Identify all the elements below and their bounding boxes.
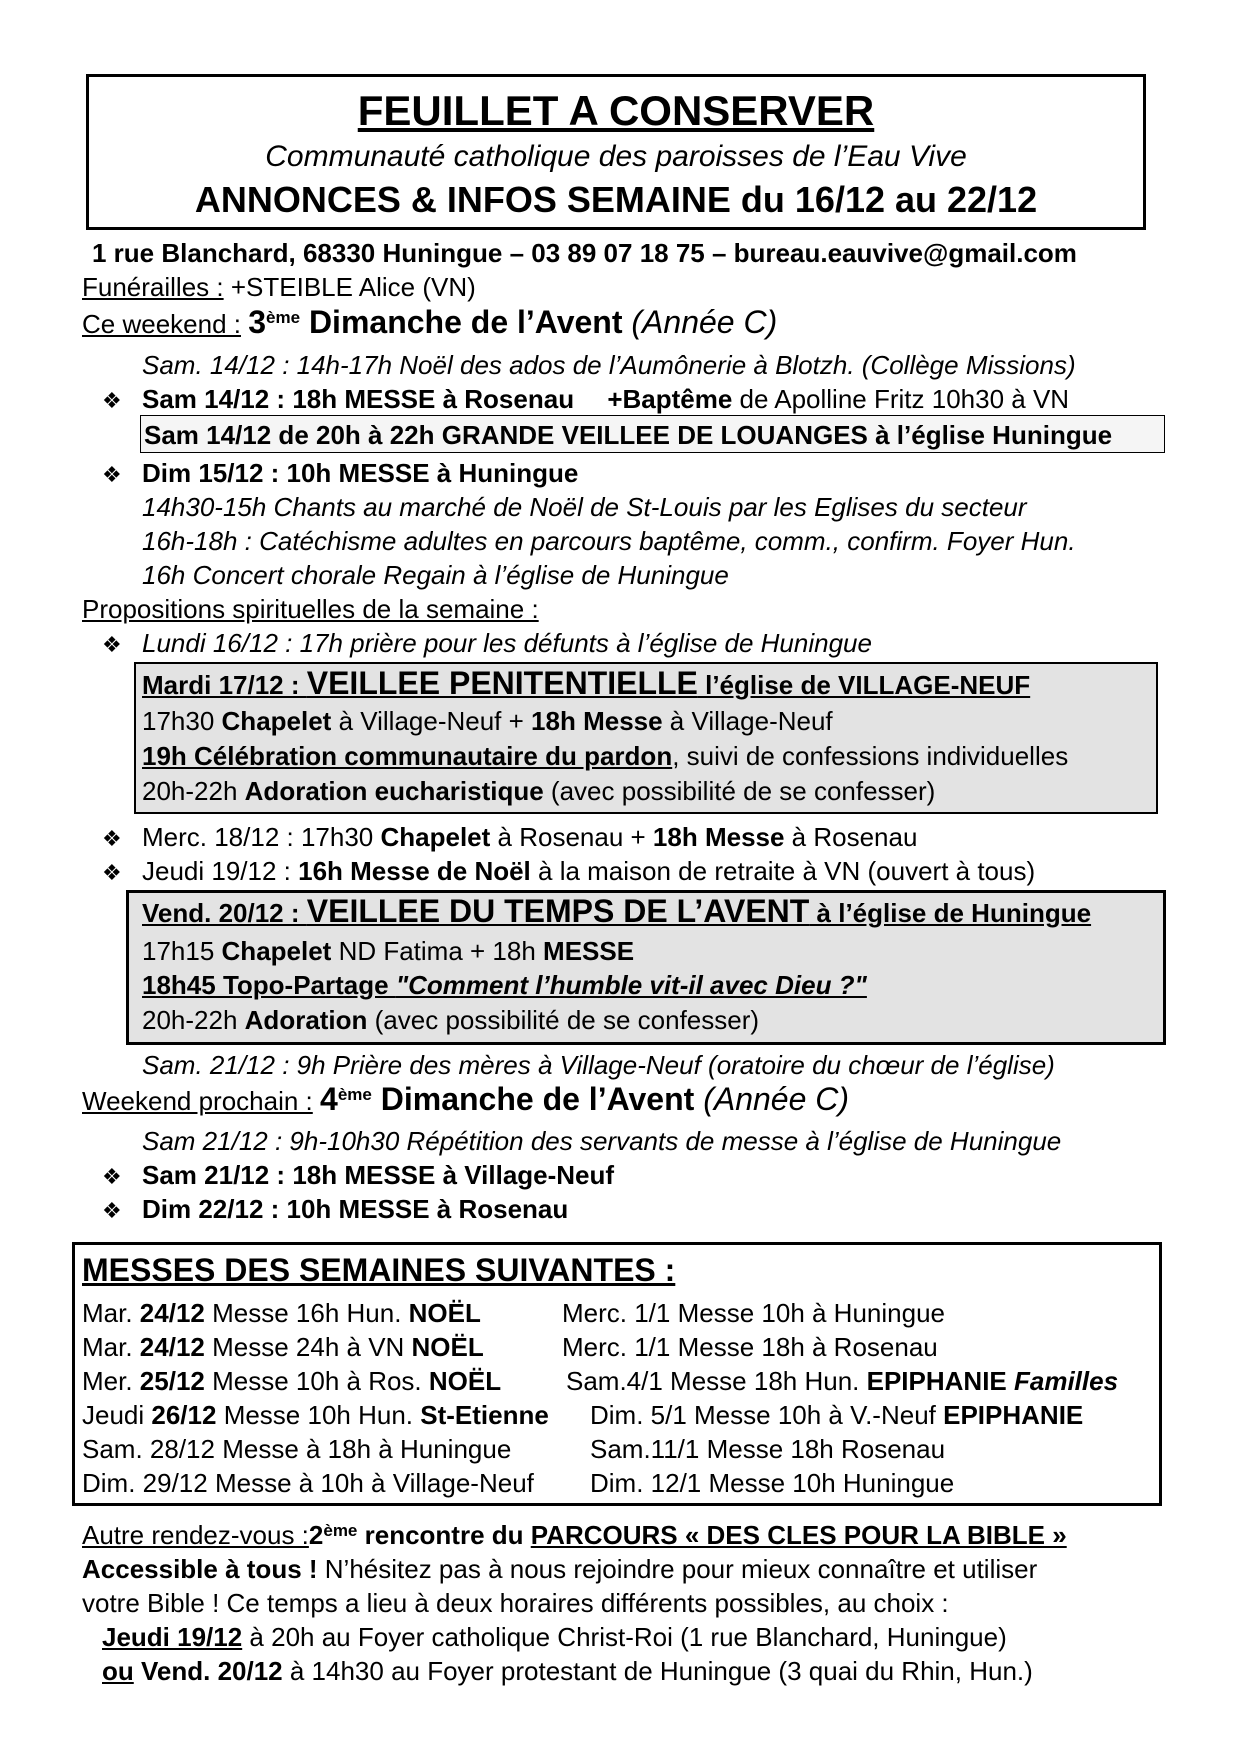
prochain-heading <box>82 1082 849 1118</box>
prochain-line-1: Sam 21/12 : 9h-10h30 Répétition des servants de messe à l’église de Huningue <box>142 1126 1062 1156</box>
bullet-icon: ❖ <box>102 1198 122 1223</box>
weekend-line-5: 14h30-15h Chants au marché de Noël de St-Louis par les Eglises du secteur <box>142 492 1027 522</box>
weekend-title: Dimanche de l’Avent <box>300 304 623 340</box>
messes-left-row: Jeudi 26/12 Messe 10h Hun. St-Etienne <box>82 1400 549 1430</box>
header-box <box>86 74 1146 230</box>
prochain-label: Weekend prochain : <box>82 1086 313 1116</box>
prochain-sup: ème <box>337 1085 372 1104</box>
week-heading: ANNONCES & INFOS SEMAINE du 16/12 au 22/12 <box>194 179 1038 220</box>
bullet-icon: ❖ <box>102 632 122 657</box>
messes-right-row: Dim. 5/1 Messe 10h à V.-Neuf EPIPHANIE <box>590 1400 1084 1430</box>
weekend-num: 3 <box>248 304 267 340</box>
bullet-icon: ❖ <box>102 462 122 487</box>
vend-line-3: 20h-22h Adoration (avec possibilité de se confesser) <box>142 1005 760 1035</box>
parcours-title: PARCOURS « DES CLES POUR LA BIBLE » <box>530 1520 1067 1550</box>
sam-line: Sam. 21/12 : 9h Prière des mères à Village-Neuf (oratoire du chœur de l’église) <box>142 1050 1055 1080</box>
mardi-date: Mardi 17/12 : <box>142 670 307 700</box>
messes-left-row: Mar. 24/12 Messe 16h Hun. NOËL <box>82 1298 481 1328</box>
messes-right-row: Merc. 1/1 Messe 10h à Huningue <box>562 1298 945 1328</box>
bullet-icon: ❖ <box>102 860 122 885</box>
vend-heading <box>142 894 1091 930</box>
propositions-label: Propositions spirituelles de la semaine : <box>82 594 539 624</box>
weekend-line-4: Dim 15/12 : 10h MESSE à Huningue <box>142 458 579 488</box>
bullet-icon: ❖ <box>102 826 122 851</box>
weekend-line-7: 16h Concert chorale Regain à l’église de Huningue <box>142 560 729 590</box>
messes-left-row: Mer. 25/12 Messe 10h à Ros. NOËL <box>82 1366 502 1396</box>
autre-label: Autre rendez-vous : <box>82 1520 309 1550</box>
messes-right-row: Merc. 1/1 Messe 18h à Rosenau <box>562 1332 938 1362</box>
autre-heading: Autre rendez-vous :2ème rencontre du PARCOURS « DES CLES POUR LA BIBLE » <box>82 1520 1067 1550</box>
mardi-place: l’église de VILLAGE-NEUF <box>697 670 1031 700</box>
mardi-line-3: 20h-22h Adoration eucharistique (avec possibilité de se confesser) <box>142 776 936 806</box>
prochain-line-2: Sam 21/12 : 18h MESSE à Village-Neuf <box>142 1160 615 1190</box>
weekend-label: Ce weekend : <box>82 309 241 339</box>
louanges-title: Sam 14/12 de 20h à 22h GRANDE VEILLEE DE LOUANGES <box>144 420 868 450</box>
messes-left-row: Sam. 28/12 Messe à 18h à Huningue <box>82 1434 512 1464</box>
louanges-place: à l’église Huningue <box>867 420 1113 450</box>
messes-left-row: Mar. 24/12 Messe 24h à VN NOËL <box>82 1332 484 1362</box>
weekend-line-1: Sam. 14/12 : 14h-17h Noël des ados de l’Aumônerie à Blotzh. (Collège Missions) <box>142 350 1076 380</box>
weekend-heading <box>82 305 777 341</box>
messes-title: MESSES DES SEMAINES SUIVANTES : <box>82 1252 676 1288</box>
weekend-annee: (Année C) <box>622 304 778 340</box>
bullet-icon: ❖ <box>102 388 122 413</box>
mardi-heading <box>142 666 1030 702</box>
mardi-line-2: 19h Célébration communautaire du pardon, suivi de confessions individuelles <box>142 741 1069 771</box>
prochain-line-3: Dim 22/12 : 10h MESSE à Rosenau <box>142 1194 569 1224</box>
weekend-line-6: 16h-18h : Catéchisme adultes en parcours baptême, comm., confirm. Foyer Hun. <box>142 526 1076 556</box>
contact-line: 1 rue Blanchard, 68330 Huningue – 03 89 07 18 75 – bureau.eauvive@gmail.com <box>92 238 1077 268</box>
funerailles-label: Funérailles : <box>82 272 224 302</box>
prochain-num: 4 <box>320 1081 338 1117</box>
mardi-line-1: 17h30 Chapelet à Village-Neuf + 18h Messe à Village-Neuf <box>142 706 833 736</box>
funerailles-line <box>82 270 476 304</box>
messes-right-row: Sam.4/1 Messe 18h Hun. EPIPHANIE Familles <box>566 1366 1119 1396</box>
weekend-l2-text: de Apolline Fritz 10h30 à VN <box>732 384 1070 414</box>
weekend-line-2 <box>142 382 1069 416</box>
jeudi-line: Jeudi 19/12 : 16h Messe de Noël à la maison de retraite à VN (ouvert à tous) <box>142 856 1036 886</box>
merc-line: Merc. 18/12 : 17h30 Chapelet à Rosenau + 18h Messe à Rosenau <box>142 822 918 852</box>
page-title: FEUILLET A CONSERVER <box>357 87 875 134</box>
funerailles-text: +STEIBLE Alice (VN) <box>223 272 476 302</box>
messes-right-row: Sam.11/1 Messe 18h Rosenau <box>590 1434 946 1464</box>
vend-line-2: 18h45 Topo-Partage "Comment l’humble vit-il avec Dieu ?" <box>142 970 867 1000</box>
bullet-icon: ❖ <box>102 1164 122 1189</box>
weekend-l2-bapteme: +Baptême <box>607 384 733 414</box>
autre-line-2: Accessible à tous ! N’hésitez pas à nous rejoindre pour mieux connaître et utiliser <box>82 1554 1038 1584</box>
vend-place: à l’église de Huningue <box>809 898 1092 928</box>
lundi-line: Lundi 16/12 : 17h prière pour les défunts à l’église de Huningue <box>142 628 872 658</box>
vend-line-1: 17h15 Chapelet ND Fatima + 18h MESSE <box>142 936 635 966</box>
prochain-annee: (Année C) <box>694 1081 850 1117</box>
autre-line-5: ou Vend. 20/12 à 14h30 au Foyer protestant de Huningue (3 quai du Rhin, Hun.) <box>102 1656 1033 1686</box>
mardi-title: VEILLEE PENITENTIELLE <box>306 665 698 701</box>
vend-date: Vend. 20/12 : <box>142 898 307 928</box>
weekend-sup: ème <box>266 308 301 327</box>
autre-line-3: votre Bible ! Ce temps a lieu à deux horaires différents possibles, au choix : <box>82 1588 949 1618</box>
messes-right-row: Dim. 12/1 Messe 10h Huningue <box>590 1468 955 1498</box>
weekend-l2-mass: Sam 14/12 : 18h MESSE à Rosenau <box>142 384 575 414</box>
prochain-title: Dimanche de l’Avent <box>371 1081 695 1117</box>
weekend-line-3 <box>144 418 1112 452</box>
messes-left-row: Dim. 29/12 Messe à 10h à Village-Neuf <box>82 1468 534 1498</box>
autre-line-4: Jeudi 19/12 à 20h au Foyer catholique Christ-Roi (1 rue Blanchard, Huningue) <box>102 1622 1007 1652</box>
vend-title: VEILLEE DU TEMPS DE L’AVENT <box>306 893 810 929</box>
page-subtitle: Communauté catholique des paroisses de l’Eau Vive <box>265 140 967 173</box>
